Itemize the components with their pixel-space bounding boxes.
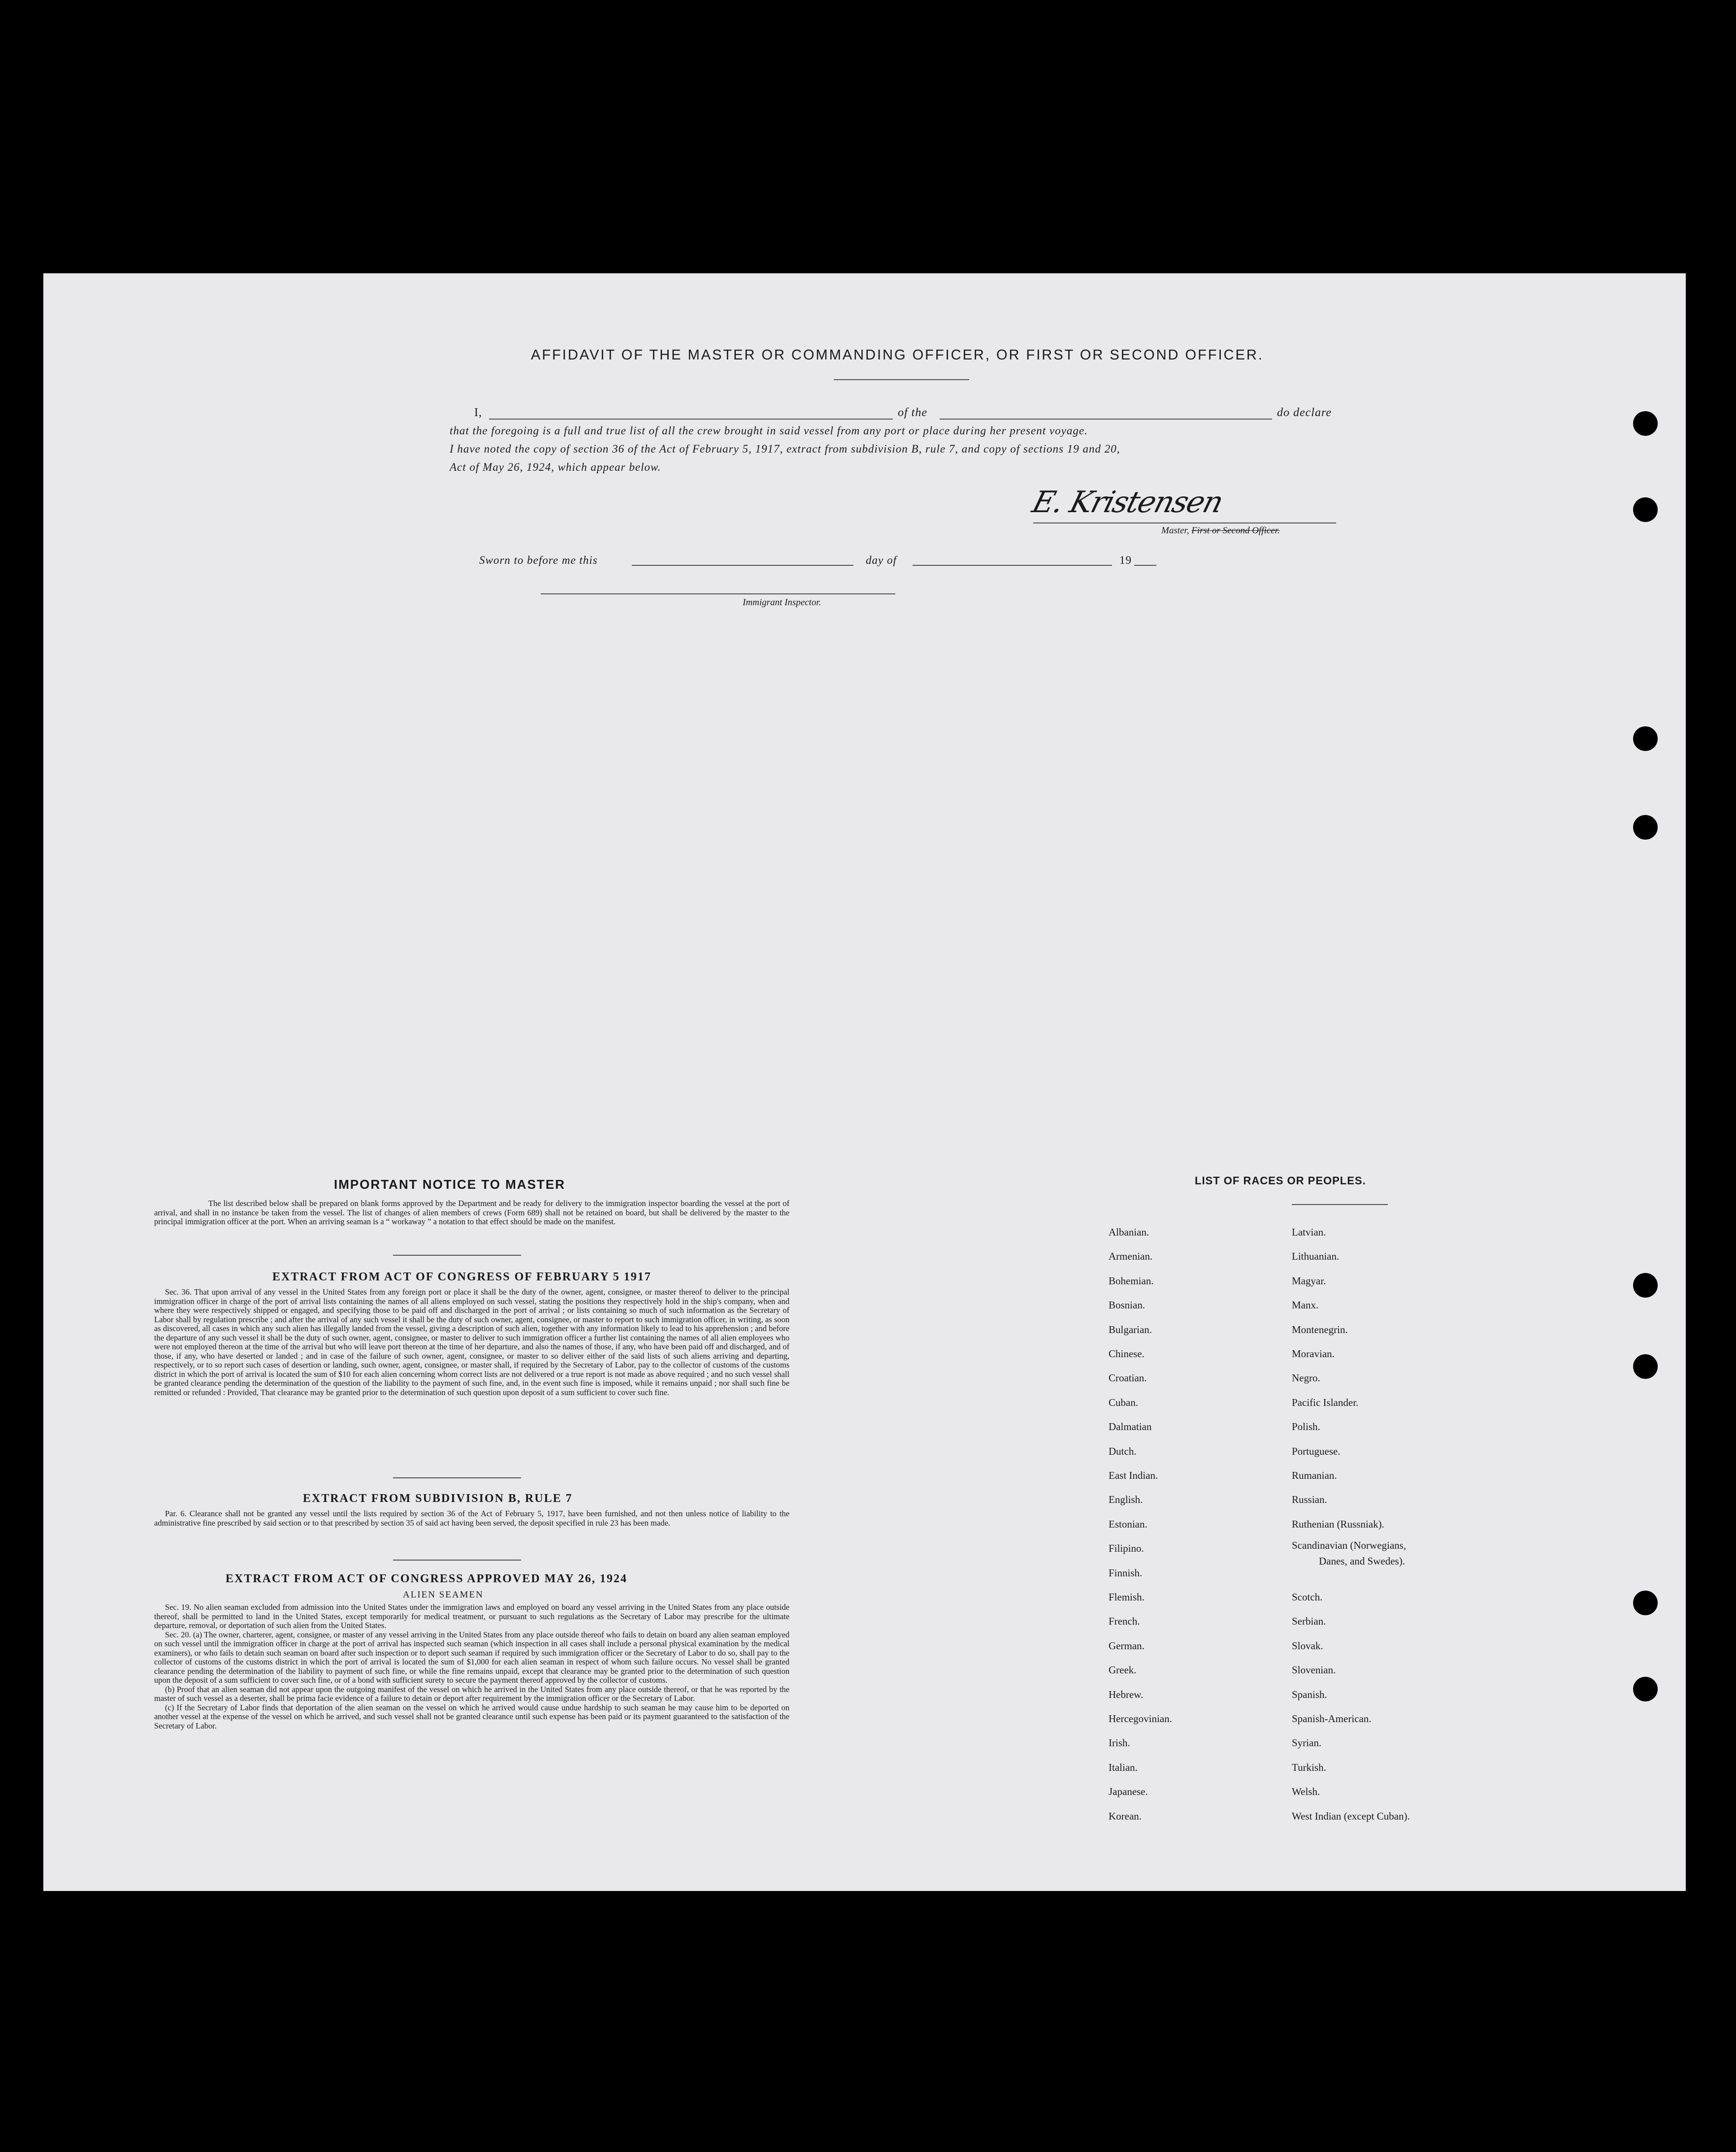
- race-item: Dutch.: [1109, 1445, 1137, 1457]
- race-item: Turkish.: [1292, 1761, 1326, 1773]
- caption-struck-officer: First or Second Officer.: [1191, 525, 1280, 536]
- race-item: Russian.: [1292, 1494, 1327, 1506]
- race-item: Moravian.: [1292, 1348, 1335, 1360]
- race-item: Serbian.: [1292, 1615, 1326, 1628]
- race-item: West Indian (except Cuban).: [1292, 1810, 1410, 1822]
- races-title: LIST OF RACES OR PEOPLES.: [1195, 1174, 1366, 1187]
- race-item: Hebrew.: [1109, 1688, 1144, 1700]
- binder-hole: [1633, 1354, 1658, 1379]
- inspector-line: [541, 593, 895, 594]
- master-signature: E. Kristensen: [1028, 485, 1227, 520]
- race-item: Bohemian.: [1109, 1274, 1154, 1287]
- binder-hole: [1633, 497, 1658, 522]
- affidavit-of-the: of the: [898, 406, 927, 419]
- sworn-day-blank: [632, 565, 853, 566]
- race-item: Italian.: [1109, 1761, 1138, 1773]
- divider: [393, 1477, 521, 1478]
- race-item: Irish.: [1109, 1737, 1130, 1749]
- extract-1917-text: [154, 1288, 789, 1397]
- race-item: German.: [1109, 1639, 1145, 1652]
- alien-seamen-subtitle: ALIEN SEAMEN: [403, 1590, 484, 1600]
- race-item: Montenegrin.: [1292, 1323, 1348, 1336]
- sec-20b-paragraph: (b) Proof that an alien seaman did not appear upon the outgoing manifest of the vessel on which he arrived in the United States from any place outside thereof, or that he was reported by the master of such vessel as a deserter, shall be prima facie evidence of a failure to detain or deport after requirement by the immigration officer or the Secretary of Labor.: [154, 1684, 789, 1703]
- sec-19-paragraph: Sec. 19. No alien seaman excluded from admission into the United States under the immigration laws and employed on board any vessel arriving in the United States from any place outside thereof, shall be permitted to land in the United States, except temporarily for medical treatment, or pursuant to such regulations as the Secretary of Labor may prescribe for the ultimate departure, removal, or deportation of such alien from the United States.: [154, 1602, 789, 1630]
- divider: [1292, 1204, 1388, 1205]
- race-item: Danes, and Swedes).: [1319, 1555, 1405, 1567]
- race-item: Spanish.: [1292, 1688, 1327, 1700]
- race-item: Spanish-American.: [1292, 1713, 1372, 1725]
- race-item: Scotch.: [1292, 1591, 1323, 1603]
- race-item: Flemish.: [1109, 1591, 1145, 1603]
- extract-1917-title: EXTRACT FROM ACT OF CONGRESS OF FEBRUARY 5 1917: [272, 1271, 652, 1283]
- race-item: Bosnian.: [1109, 1299, 1146, 1311]
- race-item: Polish.: [1292, 1421, 1320, 1433]
- race-item: Korean.: [1109, 1810, 1142, 1822]
- extract-1924-title: EXTRACT FROM ACT OF CONGRESS APPROVED MAY 26, 1924: [226, 1572, 627, 1585]
- sworn-day-of: day of: [866, 554, 897, 566]
- race-item: Japanese.: [1109, 1786, 1148, 1798]
- race-item: Pacific Islander.: [1292, 1396, 1359, 1408]
- race-item: Slovak.: [1292, 1639, 1323, 1652]
- divider: [393, 1255, 521, 1256]
- name-blank: [489, 419, 893, 420]
- vessel-blank: [940, 419, 1272, 420]
- race-item: Slovenian.: [1292, 1664, 1336, 1676]
- race-item: Estonian.: [1109, 1518, 1147, 1530]
- race-item: Manx.: [1292, 1299, 1319, 1311]
- race-item: Hercegovinian.: [1109, 1713, 1172, 1725]
- sworn-month-blank: [913, 565, 1112, 566]
- notice-paragraph: The list described below shall be prepared on blank forms approved by the Department and be ready for delivery to the immigration inspector boarding the vessel at the port of arrival, and shall in no instance be taken from the vessel. The list of changes of alien members of crews (Form 689) shall not be retained on board, but shall be delivered by the master to the principal immigration officer at the port. When an arriving seaman is a “ workaway ” a notation to that effect should be made on the manifest.: [154, 1199, 789, 1226]
- race-item: Filipino.: [1109, 1542, 1144, 1555]
- binder-hole: [1633, 1591, 1658, 1615]
- binder-hole: [1633, 411, 1658, 436]
- affidavit-do-declare: do declare: [1277, 406, 1332, 419]
- affidavit-i: I,: [474, 406, 482, 419]
- race-item: Magyar.: [1292, 1274, 1326, 1287]
- race-item: Lithuanian.: [1292, 1250, 1340, 1263]
- affidavit-line4: Act of May 26, 1924, which appear below.: [450, 461, 661, 473]
- binder-hole: [1633, 726, 1658, 751]
- inspector-caption: Immigrant Inspector.: [743, 597, 821, 608]
- race-item: French.: [1109, 1615, 1140, 1628]
- race-item: Syrian.: [1292, 1737, 1322, 1749]
- form-page: [43, 273, 1686, 1891]
- race-item: East Indian.: [1109, 1469, 1158, 1481]
- race-item: Dalmatian: [1109, 1421, 1152, 1433]
- race-item: Albanian.: [1109, 1226, 1149, 1238]
- race-item: Finnish.: [1109, 1566, 1143, 1579]
- extract-rule7-title: EXTRACT FROM SUBDIVISION B, RULE 7: [303, 1492, 573, 1505]
- race-item: Latvian.: [1292, 1226, 1326, 1238]
- race-item: Greek.: [1109, 1664, 1137, 1676]
- sec-36-paragraph: Sec. 36. That upon arrival of any vessel in the United States from any foreign port or place it shall be the duty of the owner, agent, consignee, or master thereof to deliver to the principal immigration officer in charge of the port of arrival lists containing the names of all aliens employed on such vessel, stating the positions they respectively hold in the ship's company, when and where they were respectively shipped or engaged, and specifying those to be paid off and discharged in the port of arrival ; or lists containing so much of such information as the Secretary of Labor shall by regulation prescribe ; and after the arrival of any such vessel it shall be the duty of such owner, agent, consignee, or master to report to such immigration officer, in writing, as soon as discovered, all cases in which any such alien has illegally landed from the vessel, giving a description of such alien, together with any information likely to lead to his apprehension ; and before the departure of any such vessel it shall be the duty of such owner, agent, consignee, or master to deliver to such immigration officer a further list containing the names of all alien employees who were not employed thereon at the time of the arrival but who will leave port thereon at the time of her departure, and also the names of those, if any, who have been paid off and discharged, and of those, if any, who have deserted or landed ; and in case of the failure of such owner, agent, consignee, or master to so deliver either of the said lists of such aliens arriving and departing, respectively, or to so report such cases of desertion or landing, such owner, agent, consignee, or master shall, if required by the Secretary of Labor, pay to the collector of customs of the customs district in which the port of arrival is located the sum of $10 for each alien concerning whom correct lists are not delivered or a true report is not made as above required ; and no such vessel shall be granted clearance pending the determination of the question of the liability to the payment of such fine, and, in the event such fine is imposed, while it remains unpaid ; nor shall such fine be remitted or refunded : Provided, That clearance may be granted prior to the determination of such question upon deposit of a sum sufficient to cover such fine.: [154, 1287, 789, 1397]
- sworn-year: 19: [1119, 554, 1132, 566]
- race-item: Negro.: [1292, 1372, 1320, 1384]
- binder-hole: [1633, 815, 1658, 840]
- signature-line: [1033, 522, 1336, 523]
- affidavit-line2: that the foregoing is a full and true list of all the crew brought in said vessel from any port or place during her present voyage.: [450, 424, 1088, 437]
- race-item: Ruthenian (Russniak).: [1292, 1518, 1384, 1530]
- race-item: Bulgarian.: [1109, 1323, 1152, 1336]
- binder-hole: [1633, 1677, 1658, 1701]
- notice-title: IMPORTANT NOTICE TO MASTER: [334, 1177, 565, 1192]
- sworn-year-blank: [1134, 565, 1156, 566]
- extract-rule7-text: [154, 1509, 789, 1528]
- race-item: Portuguese.: [1292, 1445, 1341, 1457]
- signature-caption: [1161, 525, 1280, 536]
- sec-20a-paragraph: Sec. 20. (a) The owner, charterer, agent, consignee, or master of any vessel arriving in the United States from any place outside thereof who fails to detain on board any alien seaman employed on such vessel until the immigration officer in charge at the port of arrival has inspected such seaman (which inspection in all cases shall include a personal physical examination by the medical examiners), or who fails to detain such seaman on board after such inspection or to deport such seaman if required by such immigration officer or the Secretary of Labor to do so, shall pay to the collector of customs of the customs district in which the port of arrival is located the sum of $1,000 for each alien seaman in respect of whom such failure occurs. No vessel shall be granted clearance pending the determination of the liability to payment of such fine, or while the fine remains unpaid, except that clearance may be granted prior to the determination of such question upon the deposit of a sum sufficient to cover such fine, or of a bond with sufficient surety to secure the payment thereof approved by the collector of customs.: [154, 1630, 789, 1685]
- divider: [393, 1560, 521, 1561]
- race-item: English.: [1109, 1494, 1143, 1506]
- sec-20c-paragraph: (c) If the Secretary of Labor finds that deportation of the alien seaman on the vessel on which he arrived would cause undue hardship to such seaman he may cause him to be deported on another vessel at the expense of the vessel on which he arrived, and such vessel shall not be granted clearance until such expense has been paid or its payment guaranteed to the satisfaction of the Secretary of Labor.: [154, 1702, 789, 1730]
- sworn-label: Sworn to before me this: [479, 554, 598, 566]
- race-item: Welsh.: [1292, 1786, 1320, 1798]
- race-item: Croatian.: [1109, 1372, 1147, 1384]
- affidavit-title: AFFIDAVIT OF THE MASTER OR COMMANDING OFFICER, OR FIRST OR SECOND OFFICER.: [531, 347, 1264, 363]
- divider: [834, 379, 969, 380]
- binder-hole: [1633, 1273, 1658, 1298]
- par-6-paragraph: Par. 6. Clearance shall not be granted any vessel until the lists required by section 36 of the Act of February 5, 1917, have been furnished, and not then unless notice of liability to the administrative fine prescribed by said section or to that prescribed by section 35 of said act having been served, the deposit specified in rule 23 has been made.: [154, 1509, 789, 1528]
- race-item: Chinese.: [1109, 1348, 1145, 1360]
- extract-1924-text: [154, 1603, 789, 1730]
- race-item: Rumanian.: [1292, 1469, 1337, 1481]
- race-item: Scandinavian (Norwegians,: [1292, 1539, 1407, 1552]
- race-item: Armenian.: [1109, 1250, 1153, 1263]
- race-item: Cuban.: [1109, 1396, 1139, 1408]
- caption-master: Master,: [1161, 525, 1189, 536]
- notice-text: [154, 1199, 789, 1227]
- affidavit-line3: I have noted the copy of section 36 of the Act of February 5, 1917, extract from subdivision B, rule 7, and copy of sections 19 and 20,: [450, 443, 1120, 455]
